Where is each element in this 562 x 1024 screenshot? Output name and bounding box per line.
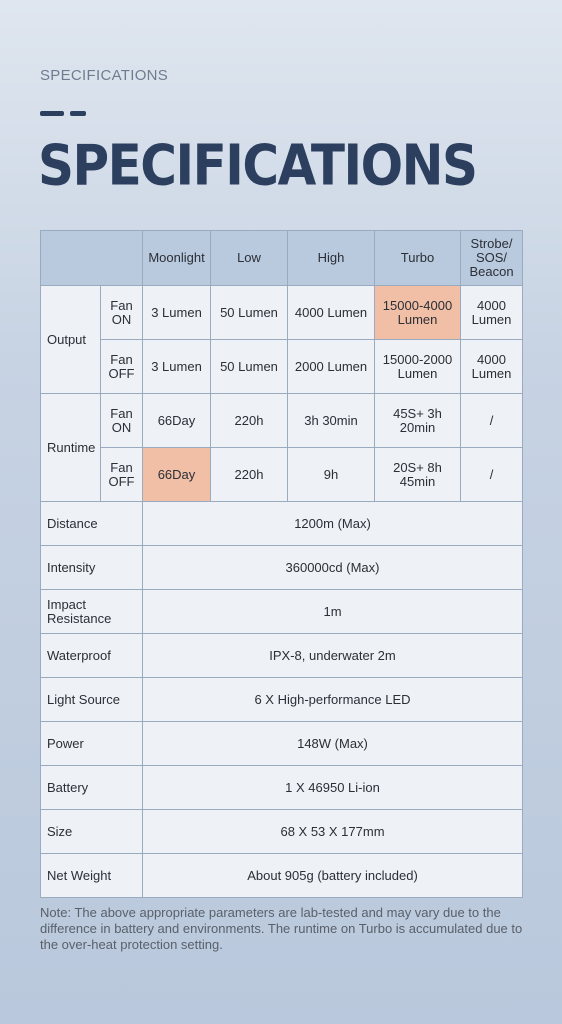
value-cell: 9h	[288, 448, 375, 502]
fan-state-label: Fan OFF	[101, 448, 143, 502]
spec-value: 68 X 53 X 177mm	[143, 810, 523, 854]
spec-value: 1 X 46950 Li-ion	[143, 766, 523, 810]
fan-state-label: Fan ON	[101, 286, 143, 340]
spec-row-distance	[41, 502, 523, 546]
spec-value: About 905g (battery included)	[143, 854, 523, 898]
value-cell: /	[461, 394, 523, 448]
fan-state-label: Fan ON	[101, 394, 143, 448]
value-cell: 20S+ 8h 45min	[375, 448, 461, 502]
header-corner-cell	[41, 231, 143, 286]
value-cell: 3h 30min	[288, 394, 375, 448]
value-cell: 3 Lumen	[143, 340, 211, 394]
mode-header: Turbo	[375, 231, 461, 286]
spec-label: Waterproof	[41, 634, 143, 678]
spec-value: 1200m (Max)	[143, 502, 523, 546]
spec-row-waterproof	[41, 634, 523, 678]
mode-header: Strobe/ SOS/ Beacon	[461, 231, 523, 286]
spec-row-battery	[41, 766, 523, 810]
value-cell: 4000 Lumen	[461, 286, 523, 340]
spec-row-light-source	[41, 678, 523, 722]
value-cell: 66Day	[143, 394, 211, 448]
value-cell: 4000 Lumen	[288, 286, 375, 340]
value-cell: 220h	[211, 448, 288, 502]
spec-label: Power	[41, 722, 143, 766]
table-row	[41, 286, 523, 340]
value-cell: 45S+ 3h 20min	[375, 394, 461, 448]
spec-row-net-weight	[41, 854, 523, 898]
dash-long	[40, 111, 64, 116]
spec-label: Intensity	[41, 546, 143, 590]
spec-label: Net Weight	[41, 854, 143, 898]
value-cell: 3 Lumen	[143, 286, 211, 340]
table-header-row	[41, 231, 523, 286]
table-row	[41, 394, 523, 448]
spec-row-power	[41, 722, 523, 766]
mode-header: Moonlight	[143, 231, 211, 286]
highlighted-value-cell: 15000-4000 Lumen	[375, 286, 461, 340]
value-cell: 220h	[211, 394, 288, 448]
value-cell: 15000-2000 Lumen	[375, 340, 461, 394]
spec-label: Size	[41, 810, 143, 854]
dash-short	[70, 111, 86, 116]
section-kicker: SPECIFICATIONS	[40, 67, 169, 84]
spec-label: Battery	[41, 766, 143, 810]
table-row	[41, 448, 523, 502]
table-row	[41, 340, 523, 394]
fan-state-label: Fan OFF	[101, 340, 143, 394]
spec-value: IPX-8, underwater 2m	[143, 634, 523, 678]
footnote: Note: The above appropriate parameters are lab-tested and may vary due to the difference in battery and environments. The runtime on Turbo is accumulated due to the over-heat protection setting.	[40, 905, 523, 952]
value-cell: 2000 Lumen	[288, 340, 375, 394]
title-dashes	[40, 111, 86, 116]
page-title: SPECIFICATIONS	[38, 133, 477, 198]
value-cell: /	[461, 448, 523, 502]
value-cell: 4000 Lumen	[461, 340, 523, 394]
spec-value: 148W (Max)	[143, 722, 523, 766]
value-cell: 50 Lumen	[211, 340, 288, 394]
spec-row-impact-resistance	[41, 590, 523, 634]
highlighted-value-cell: 66Day	[143, 448, 211, 502]
runtime-group-label: Runtime	[41, 394, 101, 502]
specifications-table	[40, 230, 523, 898]
mode-header: High	[288, 231, 375, 286]
spec-label: Light Source	[41, 678, 143, 722]
spec-value: 1m	[143, 590, 523, 634]
output-group-label: Output	[41, 286, 101, 394]
mode-header: Low	[211, 231, 288, 286]
spec-label: Impact Resistance	[41, 590, 143, 634]
spec-value: 6 X High-performance LED	[143, 678, 523, 722]
spec-label: Distance	[41, 502, 143, 546]
spec-value: 360000cd (Max)	[143, 546, 523, 590]
value-cell: 50 Lumen	[211, 286, 288, 340]
spec-row-intensity	[41, 546, 523, 590]
spec-row-size	[41, 810, 523, 854]
